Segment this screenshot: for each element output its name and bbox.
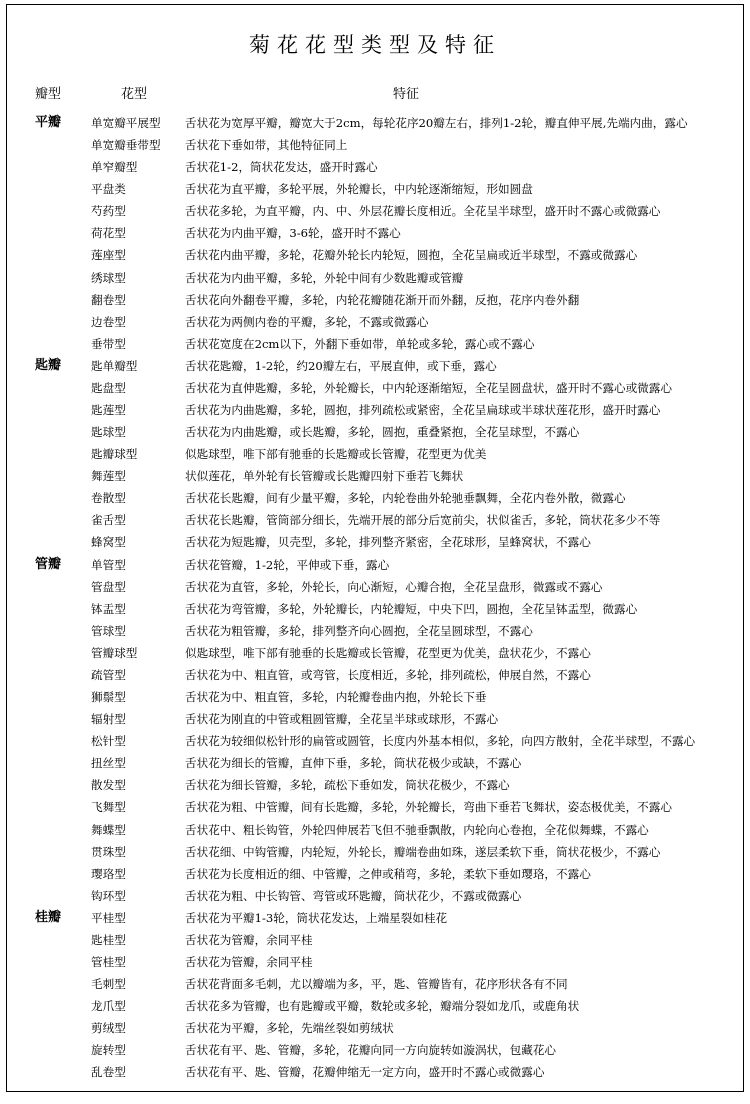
row-flower-type: 单窄瓣型 [91, 160, 138, 175]
row-feature: 状似莲花，单外轮有长管瓣或长匙瓣四射下垂若飞舞状 [185, 469, 464, 484]
row-feature: 舌状花为短匙瓣，贝壳型，多轮，排列整齐紧密，全花球形，呈蜂窝状，不露心 [185, 535, 591, 550]
row-feature: 舌状花为较细似松针形的扁管或圆管，长度内外基本相似，多轮，向四方散射，全花半球型，不露心 [185, 734, 696, 749]
row-flower-type: 匙瓣球型 [91, 447, 138, 462]
table-row [7, 421, 743, 443]
row-feature: 舌状花向外翻卷平瓣，多轮，内轮花瓣随花渐开而外翻，反抱，花序内卷外翻 [185, 292, 580, 307]
document-title: 菊花花型类型及特征 [249, 33, 501, 57]
table-row [7, 1039, 743, 1061]
table-row [7, 576, 743, 598]
table-row [7, 708, 743, 730]
table-row [7, 841, 743, 863]
row-feature: 舌状花长匙瓣，间有少量平瓣，多轮，内轮卷曲外轮驰垂飘舞，全花内卷外散，微露心 [185, 491, 626, 506]
row-feature: 舌状花为内曲匙瓣，多轮，圆抱，排列疏松或紧密，全花呈扁球或半球状莲花形，盛开时露心 [185, 403, 661, 418]
row-flower-type: 璎珞型 [91, 866, 126, 881]
row-feature: 似匙球型，唯下部有驰垂的长匙瓣或长管瓣，花型更为优美 [185, 447, 487, 462]
row-flower-type: 匙莲型 [91, 403, 126, 418]
row-flower-type: 雀舌型 [91, 513, 126, 528]
table-row [7, 819, 743, 841]
table-row [7, 222, 743, 244]
row-petal-type: 管瓣 [35, 556, 62, 572]
table-row [7, 730, 743, 752]
table-row [7, 487, 743, 509]
table-body [7, 112, 743, 1083]
table-row [7, 156, 743, 178]
table-row [7, 1061, 743, 1083]
table-row [7, 796, 743, 818]
row-flower-type: 散发型 [91, 778, 126, 793]
row-flower-type: 钩环型 [91, 888, 126, 903]
row-flower-type: 垂带型 [91, 336, 126, 351]
table-row [7, 863, 743, 885]
table-row [7, 178, 743, 200]
row-feature: 舌状花为直平瓣，多轮平展，外轮瓣长，中内轮逐渐缩短，形如圆盘 [185, 182, 533, 197]
table-row [7, 531, 743, 553]
row-flower-type: 扭丝型 [91, 756, 126, 771]
row-flower-type: 毛刺型 [91, 977, 126, 992]
table-row [7, 885, 743, 907]
row-feature: 舌状花为粗管瓣，多轮，排列整齐向心圆抱，全花呈圆球型，不露心 [185, 623, 533, 638]
row-flower-type: 单宽瓣垂带型 [91, 138, 161, 153]
row-flower-type: 匙球型 [91, 425, 126, 440]
row-feature: 舌状花内曲平瓣，多轮，花瓣外轮长内轮短，圆抱，全花呈扁或近半球型，不露或微露心 [185, 248, 638, 263]
row-feature: 舌状花为平瓣1-3轮，筒状花发达，上端星裂如桂花 [185, 910, 448, 925]
row-feature: 舌状花为粗、中长钩管、弯管或环匙瓣，筒状花少，不露或微露心 [185, 888, 522, 903]
row-feature: 舌状花为中、粗直管，多轮，内轮瓣卷曲内抱，外轮长下垂 [185, 690, 487, 705]
row-feature: 舌状花长匙瓣，管筒部分细长，先端开展的部分后宽前尖，状似雀舌，多轮，筒状花多少不等 [185, 513, 661, 528]
row-feature: 舌状花为直伸匙瓣，多轮，外轮瓣长，中内轮逐渐缩短，全花呈圆盘状，盛开时不露心或微露心 [185, 380, 672, 395]
row-feature: 舌状花宽度在2cm以下，外翻下垂如带，单轮或多轮，露心或不露心 [185, 336, 535, 351]
row-flower-type: 匙单瓣型 [91, 358, 138, 373]
row-feature: 舌状花为细长管瓣，多轮，疏松下垂如发，筒状花极少，不露心 [185, 778, 510, 793]
table-row [7, 620, 743, 642]
row-feature: 舌状花为平瓣，多轮，先端丝裂如剪绒状 [185, 1021, 394, 1036]
table-row [7, 973, 743, 995]
row-flower-type: 舞蝶型 [91, 822, 126, 837]
row-feature: 舌状花中、粗长钩管，外轮四伸展若飞但不驰垂飘散，内轮向心卷抱，全花似舞蝶，不露心 [185, 822, 649, 837]
row-flower-type: 剪绒型 [91, 1021, 126, 1036]
row-feature: 舌状花为粗、中管瓣，间有长匙瓣，多轮，外轮瓣长，弯曲下垂若飞舞状，姿态极优美，不露心 [185, 800, 672, 815]
row-flower-type: 匙桂型 [91, 932, 126, 947]
row-feature: 舌状花背面多毛刺，尤以瓣端为多，平，匙、管瓣皆有，花序形状各有不同 [185, 977, 568, 992]
table-row [7, 774, 743, 796]
table-row [7, 267, 743, 289]
table-row [7, 1017, 743, 1039]
row-feature: 舌状花为直管，多轮，外轮长，向心渐短，心瓣合抱，全花呈盘形，微露或不露心 [185, 579, 603, 594]
row-flower-type: 狮鬃型 [91, 690, 126, 705]
header-feature: 特征 [393, 87, 420, 102]
table-row [7, 200, 743, 222]
row-flower-type: 辐射型 [91, 712, 126, 727]
table-row [7, 752, 743, 774]
row-flower-type: 平桂型 [91, 910, 126, 925]
table-row [7, 443, 743, 465]
row-flower-type: 绣球型 [91, 270, 126, 285]
row-flower-type: 单宽瓣平展型 [91, 116, 161, 130]
row-flower-type: 卷散型 [91, 491, 126, 506]
row-feature: 舌状花为内曲平瓣，多轮，外轮中间有少数匙瓣或管瓣 [185, 270, 464, 285]
row-flower-type: 芍药型 [91, 204, 126, 219]
row-flower-type: 翻卷型 [91, 292, 126, 307]
table-row [7, 554, 743, 576]
row-flower-type: 管球型 [91, 623, 126, 638]
row-flower-type: 贯珠型 [91, 844, 126, 859]
row-flower-type: 平盘类 [91, 182, 126, 197]
row-feature: 舌状花多轮，为直平瓣，内、中、外层花瓣长度相近。全花呈半球型，盛开时不露心或微露心 [185, 204, 661, 219]
row-feature: 舌状花为两侧内卷的平瓣，多轮，不露或微露心 [185, 314, 429, 329]
table-row [7, 642, 743, 664]
table-row [7, 509, 743, 531]
row-feature: 舌状花管瓣，1-2轮，平伸或下垂，露心 [185, 557, 390, 572]
table-row [7, 598, 743, 620]
row-flower-type: 匙盘型 [91, 380, 126, 395]
table-row [7, 664, 743, 686]
table-row [7, 951, 743, 973]
table-row [7, 377, 743, 399]
row-flower-type: 边卷型 [91, 314, 126, 329]
row-flower-type: 荷花型 [91, 226, 126, 241]
table-row [7, 399, 743, 421]
row-feature: 舌状花为内曲匙瓣，或长匙瓣，多轮，圆抱，重叠紧抱，全花呈球型，不露心 [185, 425, 580, 440]
row-flower-type: 疏管型 [91, 667, 126, 682]
row-flower-type: 莲座型 [91, 248, 126, 263]
row-feature: 似匙球型，唯下部有驰垂的长匙瓣或长管瓣，花型更为优美，盘状花少，不露心 [185, 645, 591, 660]
row-feature: 舌状花1-2，筒状花发达，盛开时露心 [185, 160, 378, 175]
row-feature: 舌状花匙瓣，1-2轮，约20瓣左右，平展直伸，或下垂，露心 [185, 358, 497, 373]
row-feature: 舌状花为中、粗直管，或弯管，长度相近，多轮，排列疏松，伸展自然，不露心 [185, 667, 591, 682]
table-row [7, 311, 743, 333]
table-row [7, 465, 743, 487]
row-flower-type: 管盘型 [91, 579, 126, 594]
table-row [7, 995, 743, 1017]
row-flower-type: 舞莲型 [91, 469, 126, 484]
row-feature: 舌状花有平、匙、管瓣，花瓣伸缩无一定方向，盛开时不露心或微露心 [185, 1065, 545, 1080]
table-row [7, 355, 743, 377]
row-petal-type: 匙瓣 [35, 357, 62, 373]
row-feature: 舌状花为细长的管瓣，直伸下垂，多轮，筒状花极少或缺，不露心 [185, 756, 522, 771]
table-header [7, 83, 743, 105]
row-flower-type: 龙爪型 [91, 999, 126, 1014]
table-row [7, 907, 743, 929]
row-flower-type: 飞舞型 [91, 800, 126, 815]
row-flower-type: 蜂窝型 [91, 535, 126, 550]
table-row [7, 333, 743, 355]
row-feature: 舌状花有平、匙、管瓣，多轮，花瓣向同一方向旋转如漩涡状，包藏花心 [185, 1043, 557, 1058]
table-row [7, 244, 743, 266]
row-feature: 舌状花为内曲平瓣，3-6轮，盛开时不露心 [185, 226, 401, 241]
row-flower-type: 单管型 [91, 557, 126, 572]
table-row [7, 289, 743, 311]
table-row [7, 112, 743, 134]
table-row [7, 686, 743, 708]
row-petal-type: 桂瓣 [35, 909, 62, 925]
row-flower-type: 乱卷型 [91, 1065, 126, 1080]
row-feature: 舌状花为弯管瓣，多轮，外轮瓣长，内轮瓣短，中央下凹，圆抱，全花呈钵盂型，微露心 [185, 601, 638, 616]
row-flower-type: 松针型 [91, 734, 126, 749]
row-feature: 舌状花细、中钩管瓣，内轮短，外轮长，瓣端卷曲如珠，遂层柔软下垂，筒状花极少，不露心 [185, 844, 661, 859]
row-feature: 舌状花为管瓣，余同平桂 [185, 954, 313, 969]
header-flower-type: 花型 [121, 87, 148, 102]
row-feature: 舌状花下垂如带，其他特征同上 [185, 138, 348, 153]
header-petal-type: 瓣型 [35, 87, 62, 102]
row-feature: 舌状花多为管瓣，也有匙瓣或平瓣，数轮或多轮，瓣端分裂如龙爪，或鹿角状 [185, 999, 580, 1014]
row-petal-type: 平瓣 [35, 115, 62, 130]
row-feature: 舌状花为刚直的中管或粗圆管瓣，全花呈半球或球形，不露心 [185, 712, 499, 727]
row-flower-type: 管瓣球型 [91, 645, 138, 660]
row-flower-type: 钵盂型 [91, 601, 126, 616]
table-row [7, 134, 743, 156]
row-feature: 舌状花为长度相近的细、中管瓣，之伸或稍弯，多轮，柔软下垂如璎珞，不露心 [185, 866, 591, 881]
row-flower-type: 管桂型 [91, 954, 126, 969]
table-row [7, 929, 743, 951]
document-page [6, 4, 744, 1092]
row-feature: 舌状花为管瓣，余同平桂 [185, 932, 313, 947]
row-feature: 舌状花为宽厚平瓣，瓣宽大于2cm，每轮花序20瓣左右，排列1-2轮，瓣直伸平展,先端内曲，露心 [185, 116, 688, 130]
row-flower-type: 旋转型 [91, 1043, 126, 1058]
